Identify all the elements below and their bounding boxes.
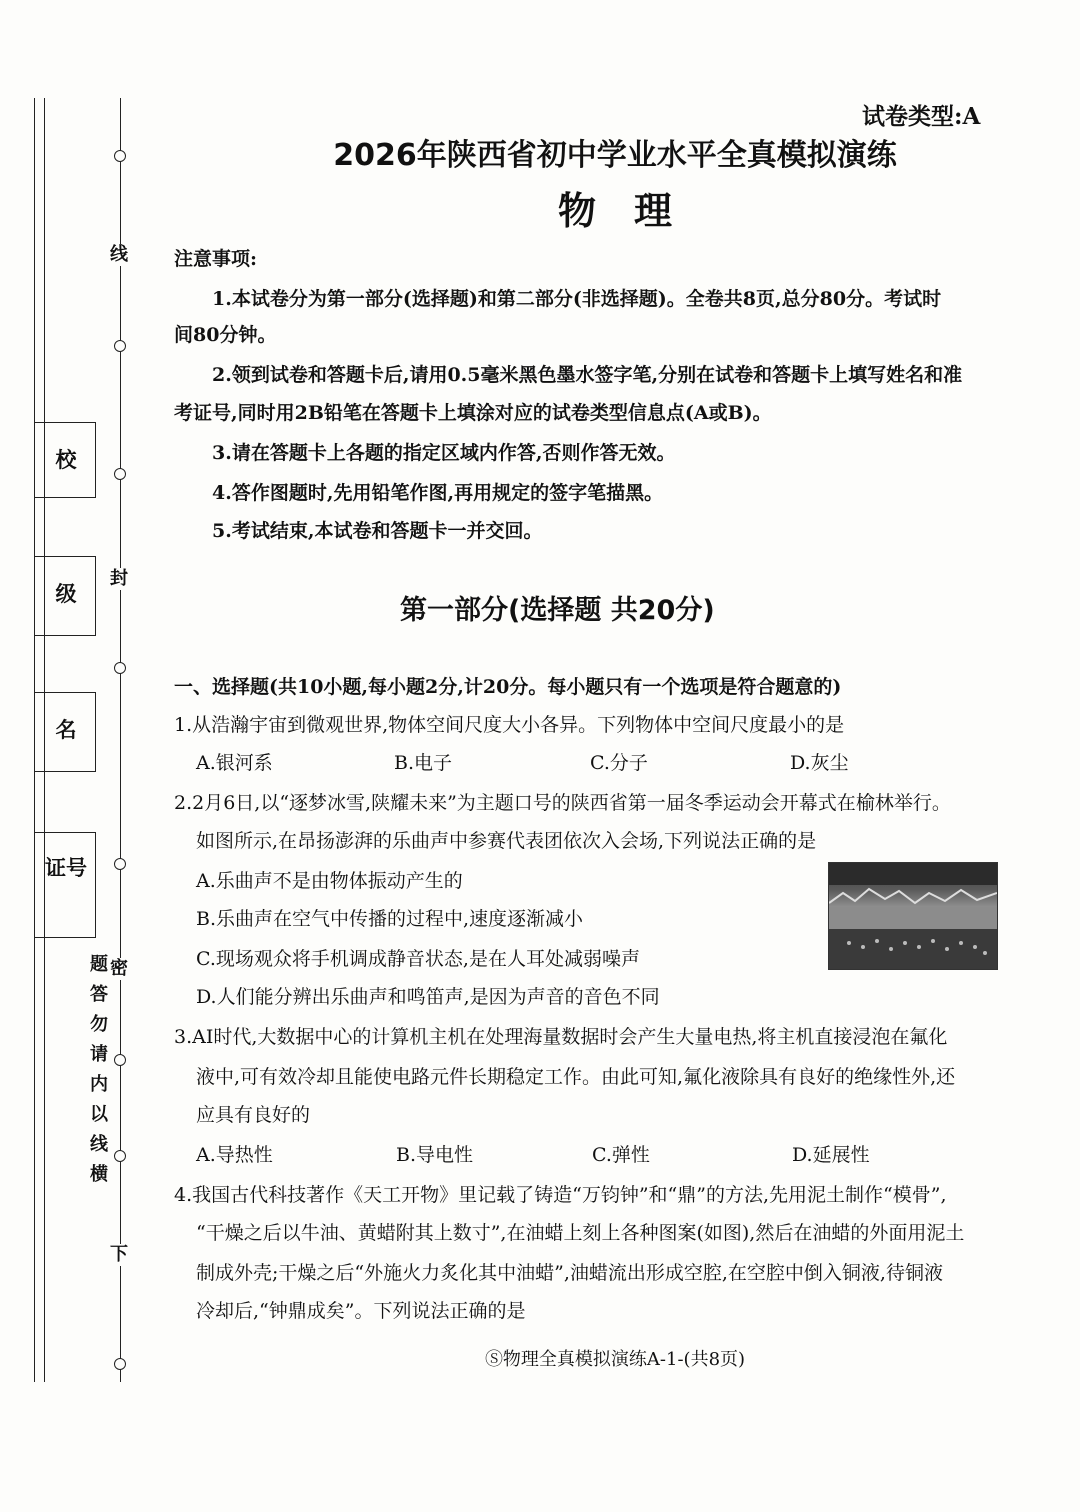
- q3-option: D.延展性: [792, 1144, 870, 1166]
- q1-option: A.银河系: [196, 752, 273, 774]
- binding-hole: [114, 662, 126, 674]
- q4-stem: 制成外壳;干燥之后“外施火力炙化其中油蜡”,油蜡流出形成空腔,在空腔中倒入铜液,待铜液: [196, 1262, 943, 1284]
- q3-option: A.导热性: [196, 1144, 273, 1166]
- q1-option: C.分子: [590, 752, 648, 774]
- q3-option: C.弹性: [592, 1144, 650, 1166]
- q3-option: B.导电性: [396, 1144, 474, 1166]
- cut-label-seal: 封: [110, 568, 128, 589]
- name-label: 名: [55, 717, 77, 742]
- notice-line: 5.考试结束,本试卷和答题卡一并交回。: [212, 520, 543, 542]
- page-title: 2026年陕西省初中学业水平全真模拟演练: [333, 138, 897, 173]
- q2-option: D.人们能分辨出乐曲声和鸣笛声,是因为声音的音色不同: [196, 986, 660, 1008]
- bottom-mark: 下: [110, 1244, 128, 1265]
- binding-hole: [114, 150, 126, 162]
- q3-stem: 应具有良好的: [196, 1104, 311, 1126]
- ceremony-photo: [828, 862, 998, 970]
- notice-line: 3.请在答题卡上各题的指定区域内作答,否则作答无效。: [212, 442, 676, 464]
- binding-warning: 题 答 勿 请 内 以 线 横: [90, 954, 108, 1185]
- part1-instruction: 一、选择题(共10小题,每小题2分,计20分。每小题只有一个选项是符合题意的): [174, 676, 842, 698]
- subject-title: 物理: [557, 189, 710, 233]
- q2-option: A.乐曲声不是由物体振动产生的: [196, 870, 463, 892]
- q3-stem: 液中,可有效冷却且能使电路元件长期稳定工作。由此可知,氟化液除具有良好的绝缘性外,还: [196, 1066, 956, 1088]
- q4-stem: 冷却后,“钟鼎成矣”。下列说法正确的是: [196, 1300, 526, 1322]
- q4-stem: 4.我国古代科技著作《天工开物》里记载了铸造“万钧钟”和“鼎”的方法,先用泥土制作“模骨”,: [174, 1184, 947, 1206]
- binding-line-3: [120, 98, 121, 1382]
- binding-hole: [114, 858, 126, 870]
- cut-label-line: 线: [110, 244, 128, 265]
- q1-option: B.电子: [394, 752, 453, 774]
- binding-hole: [114, 1358, 126, 1370]
- ceremony-photo-graphic: [829, 863, 997, 969]
- notice-line: 4.答作图题时,先用铅笔作图,再用规定的签字笔描黑。: [212, 482, 664, 504]
- paper-type: 试卷类型:A: [862, 103, 981, 130]
- q2-stem: 如图所示,在昂扬澎湃的乐曲声中参赛代表团依次入会场,下列说法正确的是: [196, 830, 817, 852]
- class-label: 级: [55, 581, 77, 606]
- school-label: 校: [55, 447, 77, 472]
- binding-hole: [114, 1150, 126, 1162]
- binding-hole: [114, 468, 126, 480]
- q2-option: C.现场观众将手机调成静音状态,是在人耳处减弱噪声: [196, 948, 640, 970]
- notice-heading: 注意事项:: [174, 248, 258, 270]
- id-label: 证号: [45, 855, 87, 880]
- binding-hole: [114, 340, 126, 352]
- binding-hole: [114, 1054, 126, 1066]
- q1-stem: 1.从浩瀚宇宙到微观世界,物体空间尺度大小各异。下列物体中空间尺度最小的是: [174, 714, 845, 736]
- notice-line: 2.领到试卷和答题卡后,请用0.5毫米黑色墨水签字笔,分别在试卷和答题卡上填写姓名和准: [212, 364, 963, 386]
- q1-option: D.灰尘: [790, 752, 849, 774]
- q4-stem: “干燥之后以牛油、黄蜡附其上数寸”,在油蜡上刻上各种图案(如图),然后在油蜡的外面用泥土: [196, 1222, 965, 1244]
- cut-label-secret: 密: [110, 958, 128, 979]
- part1-title: 第一部分(选择题 共20分): [400, 595, 715, 626]
- exam-body: [174, 0, 1010, 1512]
- notice-line: 考证号,同时用2B铅笔在答题卡上填涂对应的试卷类型信息点(A或B)。: [174, 402, 772, 424]
- notice-line: 间80分钟。: [174, 324, 277, 346]
- q2-option: B.乐曲声在空气中传播的过程中,速度逐渐减小: [196, 908, 584, 930]
- q3-stem: 3.AI时代,大数据中心的计算机主机在处理海量数据时会产生大量电热,将主机直接浸泡在氟化: [174, 1026, 948, 1048]
- notice-line: 1.本试卷分为第一部分(选择题)和第二部分(非选择题)。全卷共8页,总分80分。考试时: [212, 288, 942, 310]
- q2-stem: 2.2月6日,以“逐梦冰雪,陕耀未来”为主题口号的陕西省第一届冬季运动会开幕式在榆林举行。: [174, 792, 951, 814]
- page-footer: Ⓢ物理全真模拟演练A-1-(共8页): [484, 1349, 746, 1370]
- id-field[interactable]: [34, 832, 96, 938]
